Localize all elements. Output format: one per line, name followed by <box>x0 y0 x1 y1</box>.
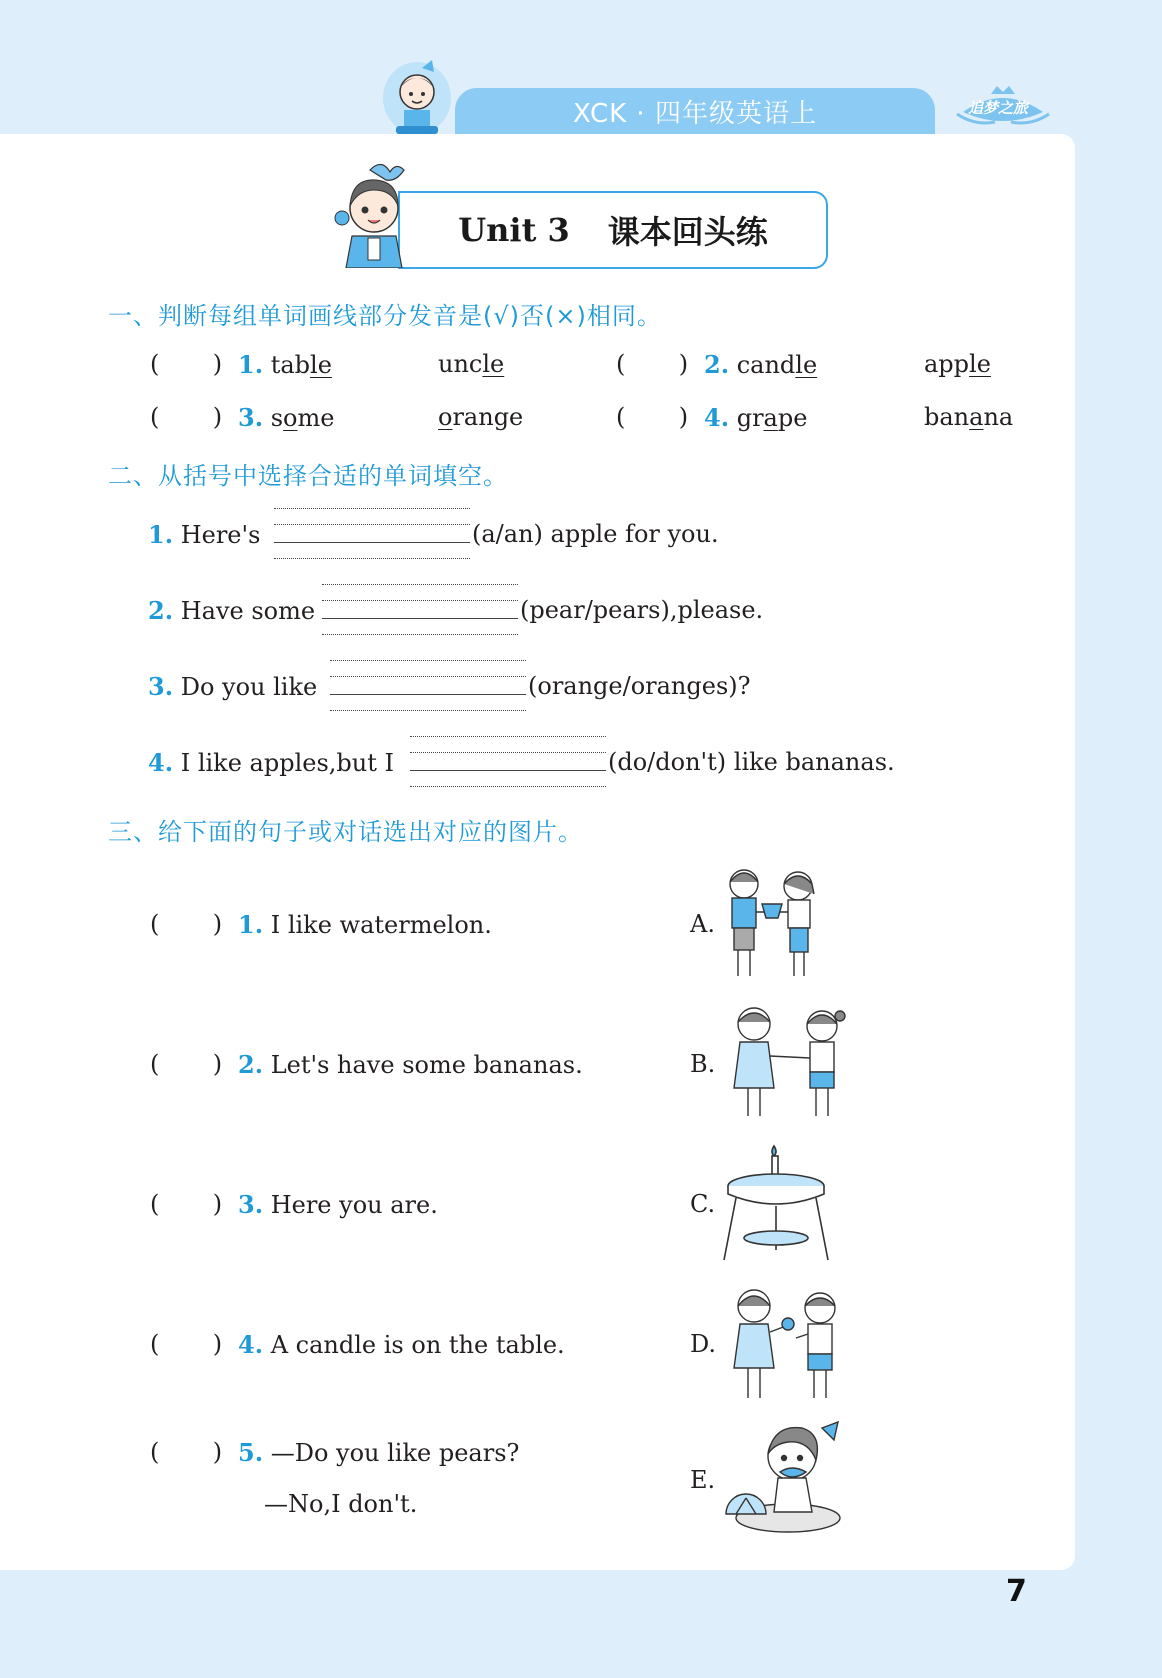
s1-item-3-word-2: orange <box>438 403 524 431</box>
option-e: E. <box>690 1466 716 1494</box>
page-number: 7 <box>1006 1574 1027 1609</box>
s1-item-1 <box>238 350 332 379</box>
s1-item-3 <box>238 403 334 432</box>
s3-item-2: 2. Let's have some bananas. <box>238 1050 583 1079</box>
picture-c-candle-table-icon <box>720 1142 832 1264</box>
word-1: table <box>270 351 332 379</box>
answer-paren[interactable]: ( ) <box>150 350 223 378</box>
girl-mascot-icon <box>330 160 420 268</box>
s3-item-5-line-2: —No,I don't. <box>264 1490 418 1518</box>
item-number: 4. <box>704 403 730 432</box>
s2-item-2-before: 2. Have some <box>148 596 316 625</box>
s2-item-1-blank[interactable] <box>274 504 470 564</box>
answer-paren[interactable]: ( ) <box>150 1438 223 1466</box>
option-d: D. <box>690 1330 717 1358</box>
s1-item-2 <box>704 350 817 379</box>
picture-d-girl-offering-fruit-icon <box>728 1286 848 1406</box>
item-number: 1. <box>238 350 264 379</box>
option-b: B. <box>690 1050 716 1078</box>
word-1: candle <box>736 351 818 379</box>
s2-item-3-after: (orange/oranges)? <box>528 672 751 700</box>
logo-text: 追梦之旅 <box>968 99 1029 117</box>
answer-paren[interactable]: ( ) <box>150 910 223 938</box>
answer-paren[interactable]: ( ) <box>616 350 689 378</box>
s2-item-2-after: (pear/pears),please. <box>520 596 764 624</box>
unit-label: Unit 3 <box>458 211 570 249</box>
section2-heading: 二、从括号中选择合适的单词填空。 <box>108 462 508 490</box>
s1-item-1-word-2: uncle <box>438 350 505 378</box>
word-1: some <box>270 404 335 432</box>
s3-item-5: 5. —Do you like pears? <box>238 1438 520 1467</box>
unit-name: 课本回头练 <box>607 213 768 251</box>
unit-title <box>398 191 828 269</box>
s1-item-4 <box>704 403 807 432</box>
picture-a-children-sharing-icon <box>716 864 826 986</box>
s2-item-2-blank[interactable] <box>322 580 518 640</box>
s3-item-4: 4. A candle is on the table. <box>238 1330 565 1359</box>
answer-paren[interactable]: ( ) <box>150 403 223 431</box>
s2-item-3-blank[interactable] <box>330 656 526 716</box>
word-1: grape <box>736 404 808 432</box>
answer-paren[interactable]: ( ) <box>150 1190 223 1218</box>
item-number: 2. <box>704 350 730 379</box>
s2-item-4-before: 4. I like apples,but I <box>148 748 394 777</box>
item-number: 3. <box>238 403 264 432</box>
section1-heading: 一、判断每组单词画线部分发音是(√)否(×)相同。 <box>108 302 662 330</box>
option-a: A. <box>690 910 715 938</box>
mascot-badge-icon <box>378 54 456 136</box>
s1-item-2-word-2: apple <box>924 350 991 378</box>
s3-item-3: 3. Here you are. <box>238 1190 438 1219</box>
s2-item-4-blank[interactable] <box>410 732 606 792</box>
header-title: XCK · 四年级英语上 <box>455 88 935 134</box>
s1-item-4-word-2: banana <box>924 403 1014 431</box>
picture-b-girls-shaking-hands-icon <box>730 1004 850 1126</box>
answer-paren[interactable]: ( ) <box>150 1330 223 1358</box>
s2-item-4-after: (do/don't) like bananas. <box>608 748 895 776</box>
s2-item-3-before: 3. Do you like <box>148 672 318 701</box>
option-c: C. <box>690 1190 716 1218</box>
answer-paren[interactable]: ( ) <box>616 403 689 431</box>
section3-heading: 三、给下面的句子或对话选出对应的图片。 <box>108 818 583 846</box>
s2-item-1-after: (a/an) apple for you. <box>472 520 719 548</box>
s2-item-1-before: 1. Here's <box>148 520 261 549</box>
answer-paren[interactable]: ( ) <box>150 1050 223 1078</box>
s3-item-1: 1. I like watermelon. <box>238 910 492 939</box>
picture-e-girl-watermelon-icon <box>722 1420 844 1538</box>
